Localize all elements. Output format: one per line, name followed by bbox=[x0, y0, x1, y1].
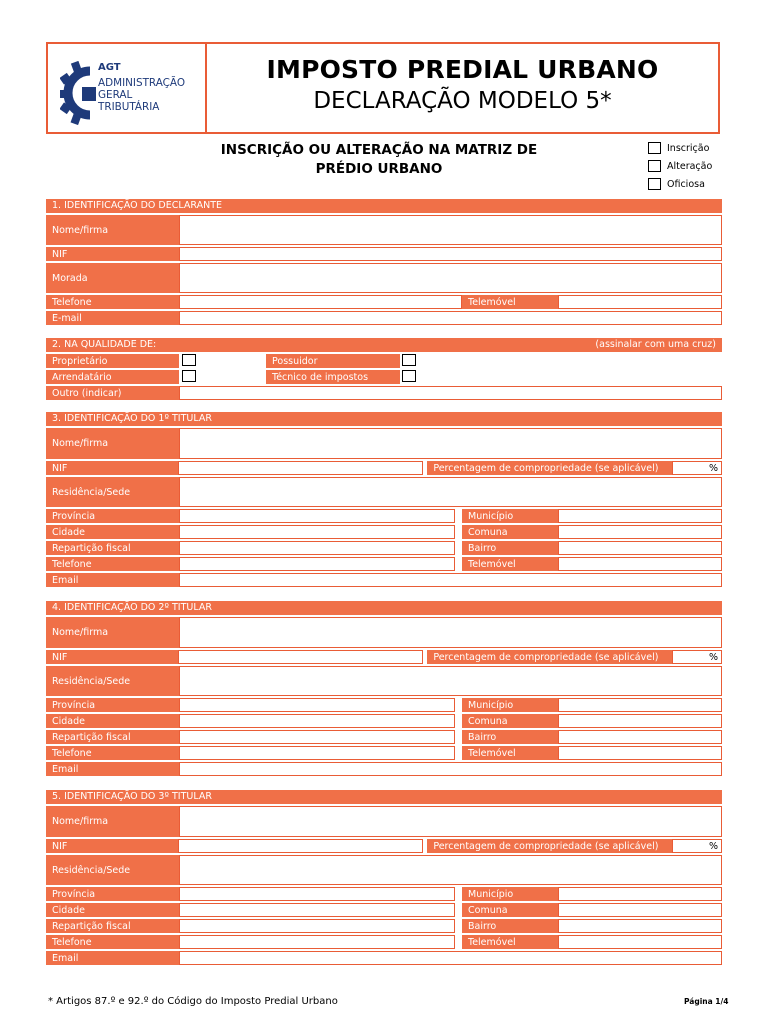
percentagem-field[interactable] bbox=[672, 839, 722, 853]
checkbox[interactable] bbox=[648, 142, 661, 154]
label-email: Email bbox=[46, 573, 179, 587]
label-reparticao: Repartição fiscal bbox=[46, 541, 179, 555]
label-residencia: Residência/Sede bbox=[46, 855, 179, 885]
option-label: Alteração bbox=[667, 160, 713, 172]
percent-sign: % bbox=[708, 651, 719, 663]
label-telefone: Telefone bbox=[46, 557, 179, 571]
label-cidade: Cidade bbox=[46, 903, 179, 917]
page-number: Página 1/4 bbox=[684, 997, 729, 1006]
gear-logo-icon bbox=[60, 61, 96, 125]
percent-sign: % bbox=[708, 462, 719, 474]
label-email: E-mail bbox=[46, 311, 179, 325]
cidade-field[interactable] bbox=[179, 903, 455, 917]
row-nif bbox=[46, 839, 722, 853]
telemovel-field[interactable] bbox=[558, 295, 722, 309]
section-declarante bbox=[46, 199, 722, 325]
label-percentagem: Percentagem de compropriedade (se aplicável) bbox=[427, 839, 672, 853]
label-bairro: Bairro bbox=[462, 541, 558, 555]
row-provincia bbox=[46, 887, 722, 901]
label-possuidor: Possuidor bbox=[266, 354, 400, 368]
cidade-field[interactable] bbox=[179, 525, 455, 539]
row-residencia bbox=[46, 855, 722, 885]
label-provincia: Província bbox=[46, 887, 179, 901]
section-header bbox=[46, 199, 722, 213]
form-header bbox=[46, 42, 720, 134]
row-nome bbox=[46, 428, 722, 459]
reparticao-field[interactable] bbox=[179, 730, 455, 744]
label-email: Email bbox=[46, 762, 179, 776]
row-email bbox=[46, 951, 722, 965]
label-municipio: Município bbox=[462, 698, 558, 712]
label-bairro: Bairro bbox=[462, 919, 558, 933]
label-percentagem: Percentagem de compropriedade (se aplicável) bbox=[427, 461, 672, 475]
morada-field[interactable] bbox=[179, 263, 722, 293]
checkbox[interactable] bbox=[648, 178, 661, 190]
row-nif bbox=[46, 247, 722, 261]
section-header bbox=[46, 338, 722, 352]
title-block bbox=[207, 44, 718, 132]
telefone-field[interactable] bbox=[179, 295, 462, 309]
municipio-field[interactable] bbox=[558, 698, 722, 712]
label-nome: Nome/firma bbox=[46, 617, 179, 648]
municipio-field[interactable] bbox=[558, 887, 722, 901]
row-provincia bbox=[46, 509, 722, 523]
label-tecnico: Técnico de impostos bbox=[266, 370, 400, 384]
telefone-field[interactable] bbox=[179, 746, 455, 760]
comuna-field[interactable] bbox=[558, 903, 722, 917]
arrendatario-checkbox[interactable] bbox=[182, 370, 196, 382]
section-titular-1 bbox=[46, 412, 722, 587]
label-proprietario: Proprietário bbox=[46, 354, 179, 368]
section-qualidade bbox=[46, 338, 722, 400]
section-title: 5. IDENTIFICAÇÃO DO 3º TITULAR bbox=[52, 791, 212, 802]
row-qualidade-2 bbox=[46, 370, 722, 384]
logo-text bbox=[98, 77, 185, 113]
nif-field[interactable] bbox=[179, 247, 722, 261]
row-cidade bbox=[46, 714, 722, 728]
page-title: IMPOSTO PREDIAL URBANO bbox=[266, 55, 659, 84]
agt-logo bbox=[48, 44, 207, 132]
municipio-field[interactable] bbox=[558, 509, 722, 523]
label-telemovel: Telemóvel bbox=[462, 295, 558, 309]
residencia-field[interactable] bbox=[179, 477, 722, 507]
nif-field[interactable] bbox=[178, 461, 423, 475]
tecnico-checkbox[interactable] bbox=[402, 370, 416, 382]
bairro-field[interactable] bbox=[558, 541, 722, 555]
label-arrendatario: Arrendatário bbox=[46, 370, 179, 384]
telemovel-field[interactable] bbox=[558, 746, 722, 760]
label-reparticao: Repartição fiscal bbox=[46, 919, 179, 933]
row-provincia bbox=[46, 698, 722, 712]
row-nome bbox=[46, 215, 722, 245]
label-nome: Nome/firma bbox=[46, 215, 179, 245]
label-outro: Outro (indicar) bbox=[46, 386, 179, 400]
row-telefone bbox=[46, 295, 722, 309]
section-titular-2 bbox=[46, 601, 722, 776]
option-label: Inscrição bbox=[667, 142, 710, 154]
page-subtitle: DECLARAÇÃO MODELO 5* bbox=[313, 88, 612, 114]
label-telemovel: Telemóvel bbox=[462, 746, 558, 760]
section-title: 3. IDENTIFICAÇÃO DO 1º TITULAR bbox=[52, 413, 212, 424]
row-outro bbox=[46, 386, 722, 400]
email-field[interactable] bbox=[179, 311, 722, 325]
row-reparticao bbox=[46, 541, 722, 555]
label-nome: Nome/firma bbox=[46, 806, 179, 837]
checkbox[interactable] bbox=[648, 160, 661, 172]
label-email: Email bbox=[46, 951, 179, 965]
provincia-field[interactable] bbox=[179, 509, 455, 523]
row-residencia bbox=[46, 477, 722, 507]
option-label: Oficiosa bbox=[667, 178, 705, 190]
section-header bbox=[46, 601, 722, 615]
bairro-field[interactable] bbox=[558, 919, 722, 933]
provincia-field[interactable] bbox=[179, 887, 455, 901]
percentagem-field[interactable] bbox=[672, 650, 722, 664]
row-telefone bbox=[46, 557, 722, 571]
label-provincia: Província bbox=[46, 698, 179, 712]
row-email bbox=[46, 311, 722, 325]
telefone-field[interactable] bbox=[179, 557, 455, 571]
cidade-field[interactable] bbox=[179, 714, 455, 728]
label-cidade: Cidade bbox=[46, 714, 179, 728]
section-title: 4. IDENTIFICAÇÃO DO 2º TITULAR bbox=[52, 602, 212, 613]
row-nome bbox=[46, 806, 722, 837]
label-municipio: Município bbox=[462, 887, 558, 901]
reparticao-field[interactable] bbox=[179, 541, 455, 555]
row-cidade bbox=[46, 903, 722, 917]
logo-abbreviation: AGT bbox=[98, 62, 121, 73]
row-nif bbox=[46, 461, 722, 475]
label-cidade: Cidade bbox=[46, 525, 179, 539]
label-nif: NIF bbox=[46, 650, 178, 664]
proprietario-checkbox[interactable] bbox=[182, 354, 196, 366]
reparticao-field[interactable] bbox=[179, 919, 455, 933]
label-municipio: Município bbox=[462, 509, 558, 523]
logo-line: ADMINISTRAÇÃO bbox=[98, 77, 186, 89]
provincia-field[interactable] bbox=[179, 698, 455, 712]
section-title: 2. NA QUALIDADE DE: bbox=[52, 339, 157, 350]
comuna-field[interactable] bbox=[558, 525, 722, 539]
label-residencia: Residência/Sede bbox=[46, 666, 179, 696]
label-reparticao: Repartição fiscal bbox=[46, 730, 179, 744]
percentagem-field[interactable] bbox=[672, 461, 722, 475]
label-telefone: Telefone bbox=[46, 935, 179, 949]
row-qualidade-1 bbox=[46, 354, 722, 368]
nome-field[interactable] bbox=[179, 806, 722, 837]
option-alteracao[interactable] bbox=[648, 160, 712, 172]
label-telemovel: Telemóvel bbox=[462, 557, 558, 571]
bairro-field[interactable] bbox=[558, 730, 722, 744]
row-telefone bbox=[46, 746, 722, 760]
row-email bbox=[46, 762, 722, 776]
email-field[interactable] bbox=[179, 762, 722, 776]
form-title: INSCRIÇÃO OU ALTERAÇÃO NA MATRIZ DE PRÉDIO URBANO bbox=[220, 142, 538, 177]
label-comuna: Comuna bbox=[462, 525, 558, 539]
nif-field[interactable] bbox=[178, 839, 423, 853]
row-morada bbox=[46, 263, 722, 293]
nif-field[interactable] bbox=[178, 650, 423, 664]
telemovel-field[interactable] bbox=[558, 557, 722, 571]
row-nif bbox=[46, 650, 722, 664]
row-residencia bbox=[46, 666, 722, 696]
label-telemovel: Telemóvel bbox=[462, 935, 558, 949]
label-nif: NIF bbox=[46, 839, 178, 853]
row-email bbox=[46, 573, 722, 587]
label-morada: Morada bbox=[46, 263, 179, 293]
label-percentagem: Percentagem de compropriedade (se aplicável) bbox=[427, 650, 672, 664]
label-comuna: Comuna bbox=[462, 903, 558, 917]
row-reparticao bbox=[46, 919, 722, 933]
row-cidade bbox=[46, 525, 722, 539]
section-header bbox=[46, 412, 722, 426]
section-title: 1. IDENTIFICAÇÃO DO DECLARANTE bbox=[52, 200, 223, 211]
logo-line: GERAL bbox=[98, 89, 133, 101]
label-telefone: Telefone bbox=[46, 295, 179, 309]
option-inscricao[interactable] bbox=[648, 142, 709, 154]
section-header bbox=[46, 790, 722, 804]
telefone-field[interactable] bbox=[179, 935, 455, 949]
nome-field[interactable] bbox=[179, 617, 722, 648]
option-oficiosa[interactable] bbox=[648, 178, 705, 190]
email-field[interactable] bbox=[179, 573, 722, 587]
telemovel-field[interactable] bbox=[558, 935, 722, 949]
logo-line: TRIBUTÁRIA bbox=[98, 101, 160, 113]
email-field[interactable] bbox=[179, 951, 722, 965]
nome-field[interactable] bbox=[179, 215, 722, 245]
residencia-field[interactable] bbox=[179, 855, 722, 885]
footnote: * Artigos 87.º e 92.º do Código do Imposto Predial Urbano bbox=[48, 996, 338, 1007]
row-reparticao bbox=[46, 730, 722, 744]
label-provincia: Província bbox=[46, 509, 179, 523]
label-comuna: Comuna bbox=[462, 714, 558, 728]
comuna-field[interactable] bbox=[558, 714, 722, 728]
outro-field[interactable] bbox=[179, 386, 722, 400]
percent-sign: % bbox=[708, 840, 719, 852]
label-bairro: Bairro bbox=[462, 730, 558, 744]
section-note: (assinalar com uma cruz) bbox=[595, 339, 716, 350]
label-nif: NIF bbox=[46, 461, 178, 475]
row-nome bbox=[46, 617, 722, 648]
label-nif: NIF bbox=[46, 247, 179, 261]
nome-field[interactable] bbox=[179, 428, 722, 459]
label-telefone: Telefone bbox=[46, 746, 179, 760]
row-telefone bbox=[46, 935, 722, 949]
residencia-field[interactable] bbox=[179, 666, 722, 696]
label-residencia: Residência/Sede bbox=[46, 477, 179, 507]
possuidor-checkbox[interactable] bbox=[402, 354, 416, 366]
label-nome: Nome/firma bbox=[46, 428, 179, 459]
section-titular-3 bbox=[46, 790, 722, 965]
